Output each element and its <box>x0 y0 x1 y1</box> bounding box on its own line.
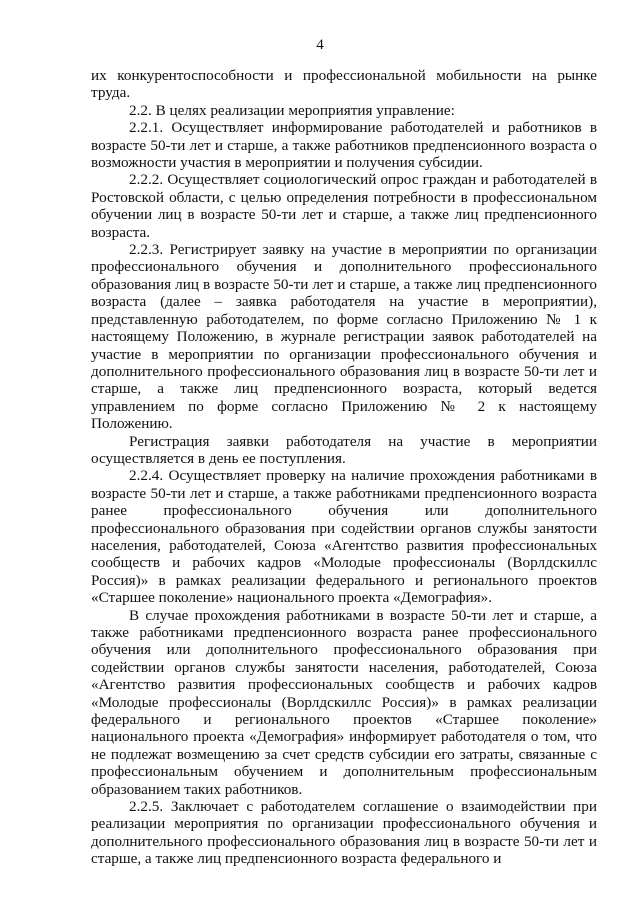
paragraph-2-2: 2.2. В целях реализации мероприятия управление: <box>129 101 455 119</box>
document-body <box>91 67 597 868</box>
paragraph-2-2-1: 2.2.1. Осуществляет информирование работодателей и работников в возрасте 50-ти лет и старше, а также работников предпенсионного возраста о возможности участия в мероприятии и получения субсидии. <box>91 119 597 172</box>
paragraph-2-2-2: 2.2.2. Осуществляет социологический опрос граждан и работодателей в Ростовской области, с целью определения потребности в профессиональном обучении лиц в возрасте 50-ти лет и старше, а также лиц предпенсионного возраста. <box>91 171 597 241</box>
paragraph-registration: Регистрация заявки работодателя на участие в мероприятии осуществляется в день ее поступления. <box>91 432 597 467</box>
page-number: 4 <box>316 37 324 53</box>
paragraph-2-2-3: 2.2.3. Регистрирует заявку на участие в мероприятии по организации профессионального обучения и дополнительного профессионального образования лиц в возрасте 50-ти лет и старше, а также лиц предпенсионного возраста (далее – заявка работодателя на участие в мероприятии), представленную работодателем, по форме согласно Приложению № 1 к настоящему Положению, в журнале регистрации заявок работодателей на участие в мероприятии по организации профессионального обучения и дополнительного профессионального образования лиц в возрасте 50-ти лет и старше, а также лиц предпенсионного возраста, который ведется управлением по форме согласно Приложению № 2 к настоящему Положению. <box>91 241 597 433</box>
paragraph-2-2-4: 2.2.4. Осуществляет проверку на наличие прохождения работниками в возрасте 50-ти лет и старше, а также работниками предпенсионного возраста ранее профессионального обучения или дополнительного профессионального образования при содействии органов службы занятости населения, работодателей, Союза «Агентство развития профессиональных сообществ и рабочих кадров «Молодые профессионалы (Ворлдскиллс Россия)» в рамках реализации федерального и регионального проектов «Старшее поколение» национального проекта «Демография». <box>91 467 597 607</box>
paragraph-case: В случае прохождения работниками в возрасте 50-ти лет и старше, а также работниками предпенсионного возраста ранее профессионального обучения или дополнительного профессионального образования при содействии органов службы занятости населения, работодателей, Союза «Агентство развития профессиональных сообществ и рабочих кадров «Молодые профессионалы (Ворлдскиллс Россия)» в рамках реализации федерального и регионального проектов «Старшее поколение» национального проекта «Демография» информирует работодателя о том, что не подлежат возмещению за счет средств субсидии его затраты, связанные с профессиональным обучением и дополнительным профессиональным образованием таких работников. <box>91 606 597 798</box>
paragraph-continuation: их конкурентоспособности и профессиональной мобильности на рынке труда. <box>91 67 597 102</box>
paragraph-2-2-5: 2.2.5. Заключает с работодателем соглашение о взаимодействии при реализации мероприятия по организации профессионального обучения и дополнительного профессионального образования лиц в возрасте 50-ти лет и старше, а также лиц предпенсионного возраста федерального и <box>91 798 597 868</box>
